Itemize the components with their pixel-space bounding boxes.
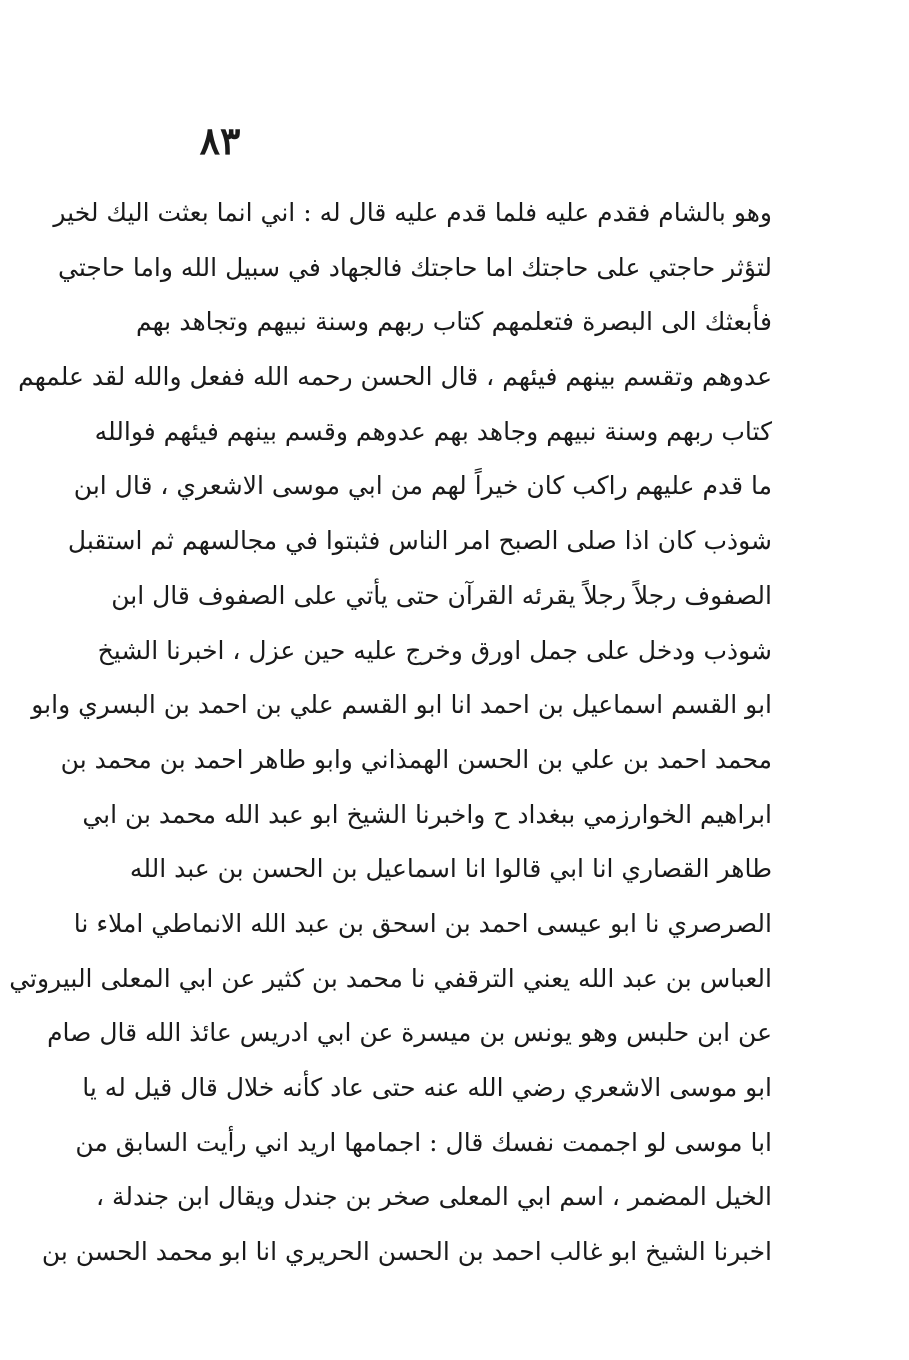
text-line: ابو موسى الاشعري رضي الله عنه حتى عاد كأنه خلال قال قيل له يا	[82, 1073, 772, 1102]
text-line: ما قدم عليهم راكب كان خيراً لهم من ابي موسى الاشعري ، قال ابن	[73, 471, 772, 501]
text-line: عن ابن حلبس وهو يونس بن ميسرة عن ابي ادريس عائذ الله قال صام	[47, 1018, 772, 1048]
text-line: فأبعثك الى البصرة فتعلمهم كتاب ربهم وسنة نبيهم وتجاهد بهم	[136, 307, 772, 337]
body-text	[9, 186, 772, 1280]
text-line: شوذب ودخل على جمل اورق وخرج عليه حين عزل ، اخبرنا الشيخ	[97, 635, 772, 665]
text-line: طاهر القصاري انا ابي قالوا انا اسماعيل بن الحسن بن عبد الله	[129, 854, 772, 884]
text-line: محمد احمد بن علي بن الحسن الهمذاني وابو طاهر احمد بن محمد بن	[60, 744, 772, 774]
text-line: ابو القسم اسماعيل بن احمد انا ابو القسم علي بن احمد بن البسري وابو	[31, 690, 772, 720]
text-line: كتاب ربهم وسنة نبيهم وجاهد بهم عدوهم وقسم بينهم فيئهم فوالله	[94, 416, 772, 446]
text-line: عدوهم وتقسم بينهم فيئهم ، قال الحسن رحمه الله ففعل والله لقد علمهم	[18, 362, 772, 392]
text-line: الصفوف رجلاً رجلاً يقرئه القرآن حتى يأتي على الصفوف قال ابن	[111, 580, 772, 610]
text-line: اخبرنا الشيخ ابو غالب احمد بن الحسن الحريري انا ابو محمد الحسن بن	[41, 1237, 772, 1267]
text-line: العباس بن عبد الله يعني الترقفي نا محمد بن كثير عن ابي المعلى البيروتي	[9, 963, 772, 993]
text-line: الخيل المضمر ، اسم ابي المعلى صخر بن جندل ويقال ابن جندلة ،	[95, 1182, 772, 1212]
page-number: ٨٣	[199, 118, 241, 163]
text-line: لتؤثر حاجتي على حاجتك اما حاجتك فالجهاد في سبيل الله واما حاجتي	[58, 252, 772, 282]
text-line: شوذب كان اذا صلى الصبح امر الناس فثبتوا في مجالسهم ثم استقبل	[67, 526, 772, 556]
text-line: ابا موسى لو اجممت نفسك قال : اجمامها اريد اني رأيت السابق من	[75, 1127, 772, 1157]
text-line: الصرصري نا ابو عيسى احمد بن اسحق بن عبد الله الانماطي املاء نا	[73, 908, 772, 938]
text-line: ابراهيم الخوارزمي ببغداد ح واخبرنا الشيخ ابو عبد الله محمد بن ابي	[82, 799, 772, 829]
text-line: وهو بالشام فقدم عليه فلما قدم عليه قال له : اني انما بعثت اليك لخير	[53, 198, 772, 227]
